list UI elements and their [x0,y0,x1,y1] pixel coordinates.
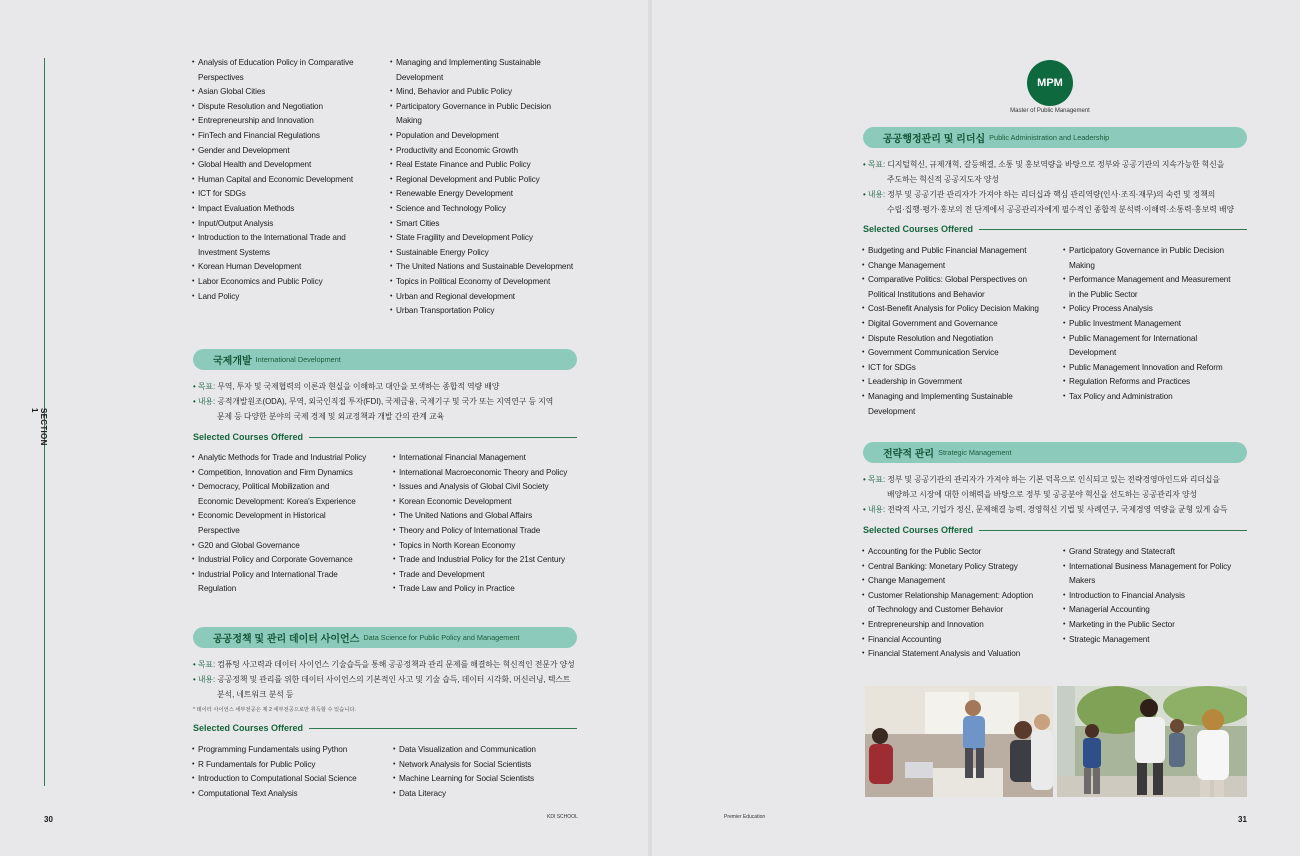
course-item: • Analysis of Education Policy in Comparative [193,56,383,71]
course-item: • Financial Statement Analysis and Valuation [863,647,1063,662]
course-item: • ICT for SDGs [863,361,1063,376]
course-item: • Land Policy [193,290,383,305]
course-item: • Participatory Governance in Public Decision [1064,244,1254,259]
pal-goal: • 목표: 디지털혁신, 규제개혁, 갈등해결, 소통 및 홍보역량을 바탕으로 정부와 공공기관의 지속가능한 혁신을 [863,160,1225,169]
course-item: • Renewable Energy Development [391,187,591,202]
footer-left: KDI SCHOOL [547,814,578,820]
course-item: Economic Development: Korea's Experience [198,496,356,506]
intl-dev-content-cont: 문제 등 다양한 분야의 국제 경제 및 외교정책과 개발 간의 관계 교육 [217,412,445,421]
course-item: • Theory and Policy of International Trade [394,524,594,539]
course-item: • Korean Human Development [193,260,383,275]
course-item: • Industrial Policy and Corporate Governance [193,553,388,568]
course-item: • Sustainable Energy Policy [391,246,591,261]
course-item: • Gender and Development [193,144,383,159]
intl-dev-selected-heading: Selected Courses Offered [193,432,577,442]
course-item: Political Institutions and Behavior [868,289,985,299]
strategic-description [863,472,1263,517]
footer-right: Premier Education [724,814,766,820]
course-item: • Change Management [863,574,1063,589]
course-item: • Central Banking: Monetary Policy Strategy [863,560,1063,575]
course-item: • Asian Global Cities [193,85,383,100]
course-item: Development [868,406,916,416]
course-item: • Financial Accounting [863,633,1063,648]
left-page [0,0,648,856]
course-item: • Budgeting and Public Financial Management [863,244,1063,259]
section-label: SECTION 1 [30,408,48,446]
course-item: • Smart Cities [391,217,591,232]
course-item: in the Public Sector [1069,289,1138,299]
intl-dev-content: • 내용: 공적개발원조(ODA), 무역, 외국인직접 투자(FDI), 국제금융, 국제기구 및 국가 또는 지역연구 등 지역 [193,397,554,406]
data-science-title-ko: 공공정책 및 관리 데이터 사이언스 [213,634,360,645]
strategic-header [863,442,1247,463]
course-item: • Strategic Management [1064,633,1254,648]
pal-goal-cont: 주도하는 혁신적 공공지도자 양성 [887,175,999,184]
course-item: • Performance Management and Measurement [1064,273,1254,288]
pal-header [863,127,1247,148]
page-number-left: 30 [44,815,53,824]
course-list-left-top-col1 [193,56,383,304]
pal-course-col1 [863,244,1063,419]
course-item: • Managerial Accounting [1064,603,1254,618]
course-item: • FinTech and Financial Regulations [193,129,383,144]
course-item: • Economic Development in Historical [193,509,388,524]
data-science-content-cont: 분석, 네트워크 분석 등 [217,690,294,699]
course-item: • Regulation Reforms and Practices [1064,375,1254,390]
course-item: • Network Analysis for Social Scientists [394,758,594,773]
course-item: • International Business Management for Policy [1064,560,1254,575]
data-science-goal: • 목표: 컴퓨팅 사고력과 데이터 사이언스 기술습득을 통해 공공정책과 관리 문제를 해결하는 혁신적인 전문가 양성 [193,660,575,669]
course-item: • Introduction to the International Trade and [193,231,383,246]
course-item: • Tax Policy and Administration [1064,390,1254,405]
intl-dev-course-col1 [193,451,388,597]
course-item: • Leadership in Government [863,375,1063,390]
strategic-selected-heading: Selected Courses Offered [863,525,1247,535]
course-item: • The United Nations and Global Affairs [394,509,594,524]
course-item: Investment Systems [198,247,270,257]
course-item: • Managing and Implementing Sustainable [863,390,1063,405]
course-item: • Dispute Resolution and Negotiation [863,332,1063,347]
course-item: • Participatory Governance in Public Decision [391,100,591,115]
course-item: • Dispute Resolution and Negotiation [193,100,383,115]
course-item: • Introduction to Computational Social Science [193,772,388,787]
course-item: • Computational Text Analysis [193,787,388,802]
course-item: • Science and Technology Policy [391,202,591,217]
course-item: • Accounting for the Public Sector [863,545,1063,560]
course-item: • Democracy, Political Mobilization and [193,480,388,495]
data-science-content: • 내용: 공공정책 및 관리를 위한 데이터 사이언스의 기본적인 사고 및 기술 습득, 데이터 시각화, 머신러닝, 텍스트 [193,675,571,684]
course-item: Development [396,72,444,82]
course-item: • Change Management [863,259,1063,274]
data-science-description [193,657,593,702]
pal-title-en: Public Administration and Leadership [989,133,1110,142]
course-item: • Input/Output Analysis [193,217,383,232]
course-item: • Issues and Analysis of Global Civil Society [394,480,594,495]
course-item: • Marketing in the Public Sector [1064,618,1254,633]
course-item: • Human Capital and Economic Development [193,173,383,188]
classroom-photo [865,686,1053,797]
course-item: • Global Health and Development [193,158,383,173]
course-item: • Data Literacy [394,787,594,802]
intl-dev-description [193,379,593,424]
strategic-goal: • 목표: 정부 및 공공기관의 관리자가 가져야 하는 기본 덕목으로 인식되고 있는 전략경영마인드와 리더십을 [863,475,1220,484]
course-item: • G20 and Global Governance [193,539,388,554]
course-item: • Impact Evaluation Methods [193,202,383,217]
course-item: Perspective [198,525,240,535]
course-item: • Managing and Implementing Sustainable [391,56,591,71]
strategic-course-col1 [863,545,1063,662]
course-item: Perspectives [198,72,244,82]
strategic-goal-cont: 배양하고 시장에 대한 이해력을 바탕으로 정부 및 공공분야 혁신을 선도하는 공공관리자 양성 [887,490,1198,499]
course-item: • Korean Economic Development [394,495,594,510]
course-item: • State Fragility and Development Policy [391,231,591,246]
course-item: • Labor Economics and Public Policy [193,275,383,290]
course-item: • Topics in Political Economy of Development [391,275,591,290]
course-item: • Population and Development [391,129,591,144]
course-item: • Data Visualization and Communication [394,743,594,758]
course-item: of Technology and Customer Behavior [868,605,1004,615]
course-item: • Machine Learning for Social Scientists [394,772,594,787]
course-item: • Digital Government and Governance [863,317,1063,332]
data-science-note: * 데이터 사이언스 세부전공은 제 2 세부전공으로만 취득할 수 있습니다. [193,707,356,713]
strategic-title-ko: 전략적 관리 [883,449,935,460]
course-item: • Entrepreneurship and Innovation [863,618,1063,633]
intl-dev-title-ko: 국제개발 [213,356,252,367]
course-item: • International Macroeconomic Theory and Policy [394,466,594,481]
course-item: • Mind, Behavior and Public Policy [391,85,591,100]
course-item: • Programming Fundamentals using Python [193,743,388,758]
intl-dev-course-col2 [394,451,594,597]
strategic-content: • 내용: 전략적 사고, 기업가 정신, 문제해결 능력, 경영혁신 기법 및 사례연구, 국제경영 역량을 균형 있게 습득 [863,505,1228,514]
course-item: Making [396,116,422,126]
campus-students-photo [1057,686,1247,797]
data-science-title-en: Data Science for Public Policy and Management [363,633,520,642]
course-item: • Industrial Policy and International Trade [193,568,388,583]
course-item: • Urban and Regional development [391,290,591,305]
course-item: Development [1069,348,1117,358]
course-item: • Government Communication Service [863,346,1063,361]
intl-dev-goal: • 목표: 무역, 투자 및 국제협력의 이론과 현실을 이해하고 대안을 모색하는 종합적 역량 배양 [193,382,500,391]
data-science-course-col2 [394,743,594,801]
page-number-right: 31 [1238,815,1247,824]
strategic-title-en: Strategic Management [938,448,1012,457]
course-item: • ICT for SDGs [193,187,383,202]
course-item: • Trade Law and Policy in Practice [394,582,594,597]
course-item: • Regional Development and Public Policy [391,173,591,188]
course-item: • Introduction to Financial Analysis [1064,589,1254,604]
course-item: • International Financial Management [394,451,594,466]
data-science-header [193,627,577,648]
course-item: • Comparative Politics: Global Perspectives on [863,273,1063,288]
pal-content-cont: 수립·집행·평가·홍보의 전 단계에서 공공관리자에게 필수적인 종합적 분석력·이해력·소통력·홍보력 배양 [887,205,1235,214]
pal-title-ko: 공공행정관리 및 리더십 [883,134,986,145]
course-item: • Urban Transportation Policy [391,304,591,319]
course-item: • Analytic Methods for Trade and Industrial Policy [193,451,388,466]
course-item: • Public Investment Management [1064,317,1254,332]
course-item: • Trade and Industrial Policy for the 21st Century [394,553,594,568]
intl-dev-header [193,349,577,370]
mpm-subtitle: Master of Public Management [1010,108,1090,114]
course-item: • Topics in North Korean Economy [394,539,594,554]
course-item: • Trade and Development [394,568,594,583]
course-item: • Entrepreneurship and Innovation [193,114,383,129]
course-item: • Policy Process Analysis [1064,302,1254,317]
pal-course-col2 [1064,244,1254,405]
course-item: • Competition, Innovation and Firm Dynamics [193,466,388,481]
right-page [652,0,1300,856]
course-item: • Productivity and Economic Growth [391,144,591,159]
pal-selected-heading: Selected Courses Offered [863,224,1247,234]
course-item: • Real Estate Finance and Public Policy [391,158,591,173]
course-item: • Grand Strategy and Statecraft [1064,545,1254,560]
strategic-course-col2 [1064,545,1254,647]
course-item: • Public Management Innovation and Reform [1064,361,1254,376]
mpm-badge: MPM [1027,60,1073,106]
pal-description [863,157,1263,217]
course-item: • Customer Relationship Management: Adoption [863,589,1063,604]
pal-content: • 내용: 정부 및 공공기관 관리자가 가져야 하는 리더십과 핵심 관리역량(인사·조직·재무)의 숙련 및 정책의 [863,190,1216,199]
data-science-selected-heading: Selected Courses Offered [193,723,577,733]
course-item: Making [1069,260,1095,270]
course-item: • R Fundamentals for Public Policy [193,758,388,773]
data-science-course-col1 [193,743,388,801]
course-item: • The United Nations and Sustainable Development [391,260,591,275]
course-item: Makers [1069,576,1096,586]
course-item: Regulation [198,584,237,594]
intl-dev-title-en: International Development [255,355,341,364]
course-list-left-top-col2 [391,56,591,319]
course-item: • Cost-Benefit Analysis for Policy Decision Making [863,302,1063,317]
course-item: • Public Management for International [1064,332,1254,347]
